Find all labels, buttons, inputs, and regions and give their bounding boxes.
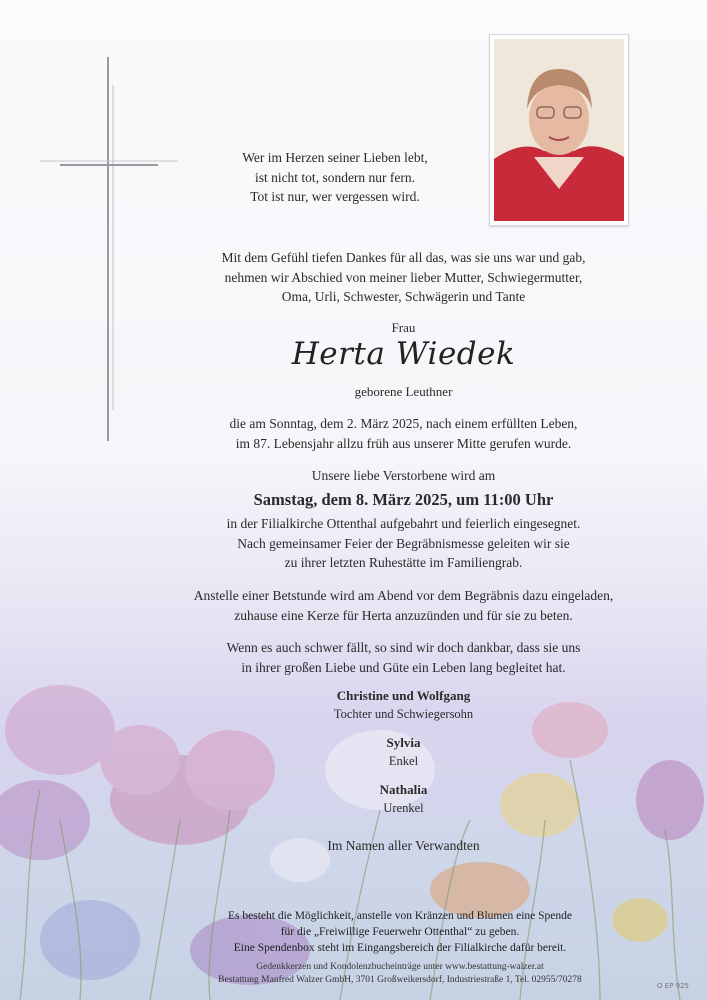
undertaker-footer bbox=[170, 961, 630, 987]
donation-note bbox=[170, 908, 630, 956]
place-line: zu ihrer letzten Ruhestätte im Familiengrab. bbox=[284, 555, 523, 570]
mourner-name: Nathalia bbox=[379, 782, 428, 797]
maiden-name: geborene Leuthner bbox=[354, 384, 453, 399]
footer-line: Bestattung Manfred Walzer GmbH, 3701 Großweikersdorf, Industriestraße 1, Tel. 02955/70278 bbox=[218, 975, 582, 985]
cross-symbol bbox=[40, 55, 180, 445]
quote-line: ist nicht tot, sondern nur fern. bbox=[254, 169, 416, 185]
farewell-intro bbox=[180, 248, 627, 307]
template-code: O EP 925 bbox=[657, 982, 689, 990]
mourner-relation: Enkel bbox=[388, 754, 419, 768]
place-line: in der Filialkirche Ottenthal aufgebahrt und feierlich eingesegnet. bbox=[226, 516, 581, 531]
death-line: im 87. Lebensjahr allzu früh aus unserer Mitte gerufen wurde. bbox=[235, 435, 572, 451]
footer-line: Gedenkkerzen und Kondolenzbucheinträge unter www.bestattung-walzer.at bbox=[256, 962, 544, 972]
place-line: Nach gemeinsamer Feier der Begräbnismesse geleiten wir sie bbox=[237, 535, 570, 551]
funeral-announcement: Unsere liebe Verstorbene wird am bbox=[311, 468, 496, 483]
funeral-place bbox=[180, 514, 627, 573]
closing-line: in ihrer großen Liebe und Güte ein Leben lang begleitet hat. bbox=[241, 659, 566, 675]
mourner-relation: Tochter und Schwiegersohn bbox=[333, 707, 474, 721]
mourner-name: Sylvia bbox=[386, 735, 421, 750]
prayer-line: Anstelle einer Betstunde wird am Abend vor dem Begräbnis dazu eingeladen, bbox=[193, 588, 614, 603]
donation-line: Eine Spendenbox steht im Eingangsbereich der Filialkirche dafür bereit. bbox=[233, 942, 567, 954]
closing-words bbox=[180, 638, 627, 677]
intro-line: Mit dem Gefühl tiefen Dankes für all das, was sie uns war und gab, bbox=[221, 250, 586, 265]
quote-line: Wer im Herzen seiner Lieben lebt, bbox=[242, 150, 428, 165]
memorial-quote bbox=[215, 148, 455, 207]
salutation: Frau bbox=[391, 320, 416, 335]
intro-line: Oma, Urli, Schwester, Schwägerin und Tante bbox=[281, 289, 526, 304]
mourner-name: Christine und Wolfgang bbox=[336, 688, 471, 703]
portrait-photo bbox=[494, 39, 624, 221]
closing-line: Wenn es auch schwer fällt, so sind wir doch dankbar, dass sie uns bbox=[226, 640, 581, 655]
quote-line: Tot ist nur, wer vergessen wird. bbox=[250, 189, 420, 204]
portrait-photo-frame bbox=[489, 34, 629, 226]
deceased-name: Herta Wiedek bbox=[291, 336, 516, 372]
intro-line: nehmen wir Abschied von meiner lieber Mutter, Schwiegermutter, bbox=[224, 269, 583, 285]
prayer-line: zuhause eine Kerze für Herta anzuzünden und für sie zu beten. bbox=[234, 607, 573, 623]
death-notice bbox=[180, 414, 627, 453]
donation-line: für die „Freiwillige Feuerwehr Ottenthal“ zu geben. bbox=[280, 926, 520, 938]
on-behalf-of-relatives: Im Namen aller Verwandten bbox=[327, 838, 480, 853]
death-line: die am Sonntag, dem 2. März 2025, nach einem erfüllten Leben, bbox=[229, 416, 578, 431]
funeral-date: Samstag, dem 8. März 2025, um 11:00 Uhr bbox=[253, 490, 554, 509]
donation-line: Es besteht die Möglichkeit, anstelle von Kränzen und Blumen eine Spende bbox=[228, 910, 572, 922]
mourner-relation: Urenkel bbox=[383, 801, 424, 815]
prayer-note bbox=[180, 586, 627, 625]
